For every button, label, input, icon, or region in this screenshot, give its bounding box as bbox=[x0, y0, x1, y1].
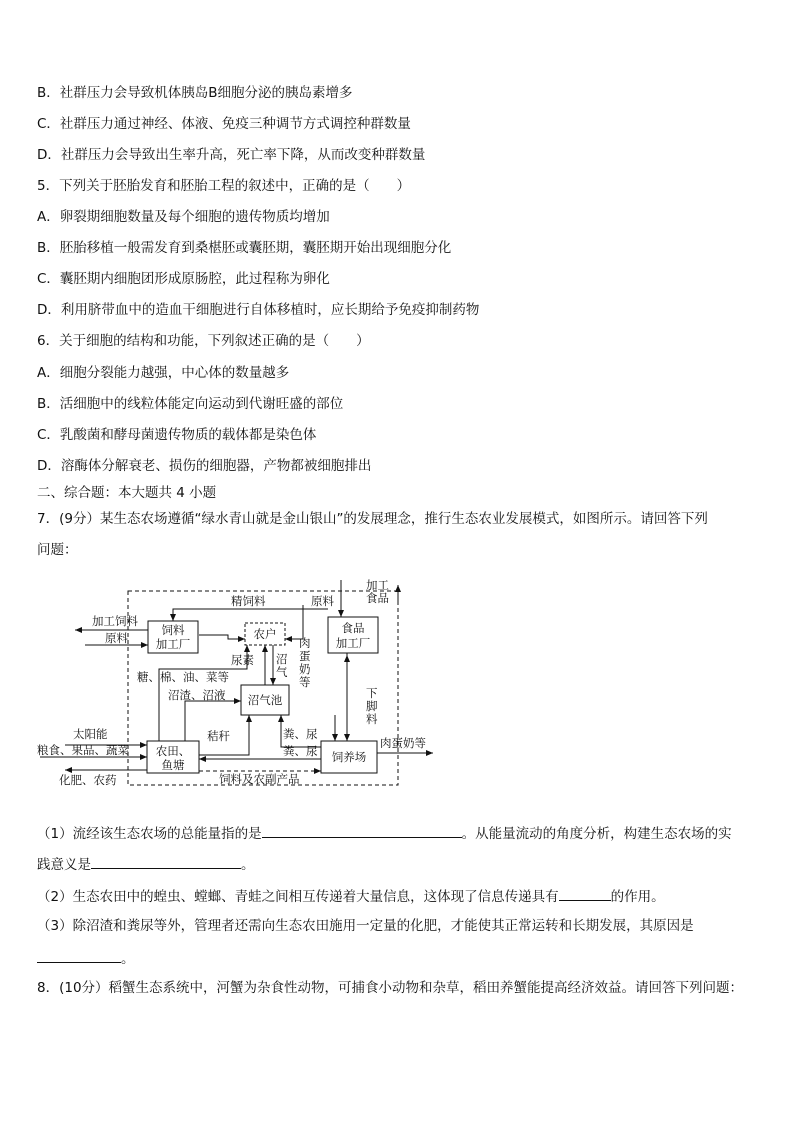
q5-option-d: D．利用脐带血中的造血干细胞进行自体移植时，应长期给予免疫抑制药物 bbox=[37, 302, 480, 318]
q7-part-1 bbox=[37, 823, 732, 843]
yuanliao-left-label: 原料 bbox=[105, 631, 128, 645]
answer-blank-2[interactable] bbox=[91, 854, 241, 869]
zhazha-label: 沼渣、沼液 bbox=[168, 688, 226, 702]
q7-2-text-a: （2）生态农田中的蝗虫、螳螂、青蛙之间相互传递着大量信息，这体现了信息传递具有 bbox=[37, 889, 559, 905]
q7-1-text-a: （1）流经该生态农场的总能量指的是 bbox=[37, 826, 262, 842]
fenniao-label-1: 粪、尿 bbox=[283, 727, 318, 741]
eco-farm-diagram bbox=[35, 575, 435, 795]
q4-option-c: C．社群压力通过神经、体液、免疫三种调节方式调控种群数量 bbox=[37, 116, 411, 132]
q7-part-3: （3）除沼渣和粪尿等外，管理者还需向生态农田施用一定量的化肥，才能使其正常运转和长期发展，其原因是 bbox=[37, 918, 694, 934]
q6-option-b: B．活细胞中的线粒体能定向运动到代谢旺盛的部位 bbox=[37, 396, 344, 412]
q4-option-d: D．社群压力会导致出生率升高，死亡率下降，从而改变种群数量 bbox=[37, 147, 426, 163]
section-2-heading: 二、综合题：本大题共 4 小题 bbox=[37, 485, 217, 501]
niaosu-label: 尿素 bbox=[231, 653, 254, 667]
q5-option-b: B．胚胎移植一般需发育到桑椹胚或囊胚期，囊胚期开始出现细胞分化 bbox=[37, 240, 452, 256]
feed-mill-label-1: 饲料 bbox=[161, 623, 185, 637]
q7-1-text-b: 。从能量流动的角度分析，构建生态农场的实 bbox=[461, 826, 732, 842]
taiyang-label: 太阳能 bbox=[73, 727, 108, 741]
farm-label: 饲养场 bbox=[331, 750, 367, 764]
jiagong-shipin-label-2: 食品 bbox=[366, 591, 389, 605]
feed-mill-label-2: 加工厂 bbox=[155, 637, 191, 651]
farmer-label: 农户 bbox=[253, 627, 277, 641]
q7-3-end: 。 bbox=[121, 951, 135, 967]
q6-option-d: D．溶酶体分解衰老、损伤的细胞器，产物都被细胞排出 bbox=[37, 458, 372, 474]
roudan-label-2: 蛋 bbox=[299, 649, 311, 663]
q7-2-text-b: 的作用。 bbox=[610, 889, 665, 905]
answer-blank-4[interactable] bbox=[37, 948, 121, 963]
biogas-label: 沼气池 bbox=[247, 693, 283, 707]
field-label-1: 农田、 bbox=[155, 744, 191, 758]
q7-part-1-cont bbox=[37, 854, 255, 874]
q7-1-text-c: 践意义是 bbox=[37, 857, 91, 873]
field-label-2: 鱼塘 bbox=[161, 758, 185, 772]
roudan-label-1: 肉 bbox=[299, 636, 311, 650]
question-7: 7．(9分）某生态农场遵循“绿水青山就是金山银山”的发展理念，推行生态农业发展模式，如图所示。请回答下列 bbox=[37, 511, 708, 527]
roudan-label-3: 奶 bbox=[299, 662, 311, 676]
fenniao-label-2: 粪、尿 bbox=[283, 744, 318, 758]
food-plant-label-2: 加工厂 bbox=[335, 636, 371, 650]
question-6: 6．关于细胞的结构和功能，下列叙述正确的是（ ） bbox=[37, 333, 370, 349]
q7-part-3-cont bbox=[37, 948, 135, 968]
liangshi-label: 粮食、果品、蔬菜 bbox=[37, 743, 129, 757]
q7-1-text-d: 。 bbox=[241, 857, 255, 873]
xiajiaoliao-label-3: 料 bbox=[366, 712, 378, 726]
zhaoqi-label-1: 沼 bbox=[276, 652, 288, 666]
question-8: 8．(10分）稻蟹生态系统中，河蟹为杂食性动物，可捕食小动物和杂草，稻田养蟹能提高经济效益。请回答下列问题： bbox=[37, 980, 744, 996]
zhaoqi-label-2: 气 bbox=[276, 665, 288, 679]
jiegan-label: 秸秆 bbox=[207, 729, 230, 743]
roudan-label-4: 等 bbox=[299, 675, 311, 689]
question-5: 5．下列关于胚胎发育和胚胎工程的叙述中，正确的是（ ） bbox=[37, 178, 411, 194]
q7-part-2 bbox=[37, 886, 665, 906]
q6-option-c: C．乳酸菌和酵母菌遗传物质的载体都是染色体 bbox=[37, 427, 317, 443]
roudan-out-label: 肉蛋奶等 bbox=[380, 736, 426, 750]
tangmian-label: 糖、棉、油、菜等 bbox=[137, 670, 229, 684]
q6-option-a: A．细胞分裂能力越强，中心体的数量越多 bbox=[37, 365, 290, 381]
food-plant-label-1: 食品 bbox=[341, 621, 365, 635]
question-7-cont: 问题： bbox=[37, 542, 78, 558]
jiagong-shipin-label-1: 加工 bbox=[366, 578, 389, 592]
siliao-fu-label: 饲料及农副产品 bbox=[219, 772, 300, 786]
huafei-label: 化肥、农药 bbox=[59, 773, 117, 787]
answer-blank-3[interactable] bbox=[559, 886, 611, 901]
jingsiliao-label: 精饲料 bbox=[231, 594, 266, 608]
xiajiaoliao-label-2: 脚 bbox=[366, 699, 378, 713]
q4-option-b: B．社群压力会导致机体胰岛B细胞分泌的胰岛素增多 bbox=[37, 85, 353, 101]
yuanliao-top-label: 原料 bbox=[311, 594, 334, 608]
q5-option-c: C．囊胚期内细胞团形成原肠腔，此过程称为卵化 bbox=[37, 271, 330, 287]
q5-option-a: A．卵裂期细胞数量及每个细胞的遗传物质均增加 bbox=[37, 209, 330, 225]
xiajiaoliao-label-1: 下 bbox=[366, 686, 378, 700]
answer-blank-1[interactable] bbox=[262, 823, 462, 838]
jiagong-siliao-label: 加工饲料 bbox=[92, 614, 138, 628]
